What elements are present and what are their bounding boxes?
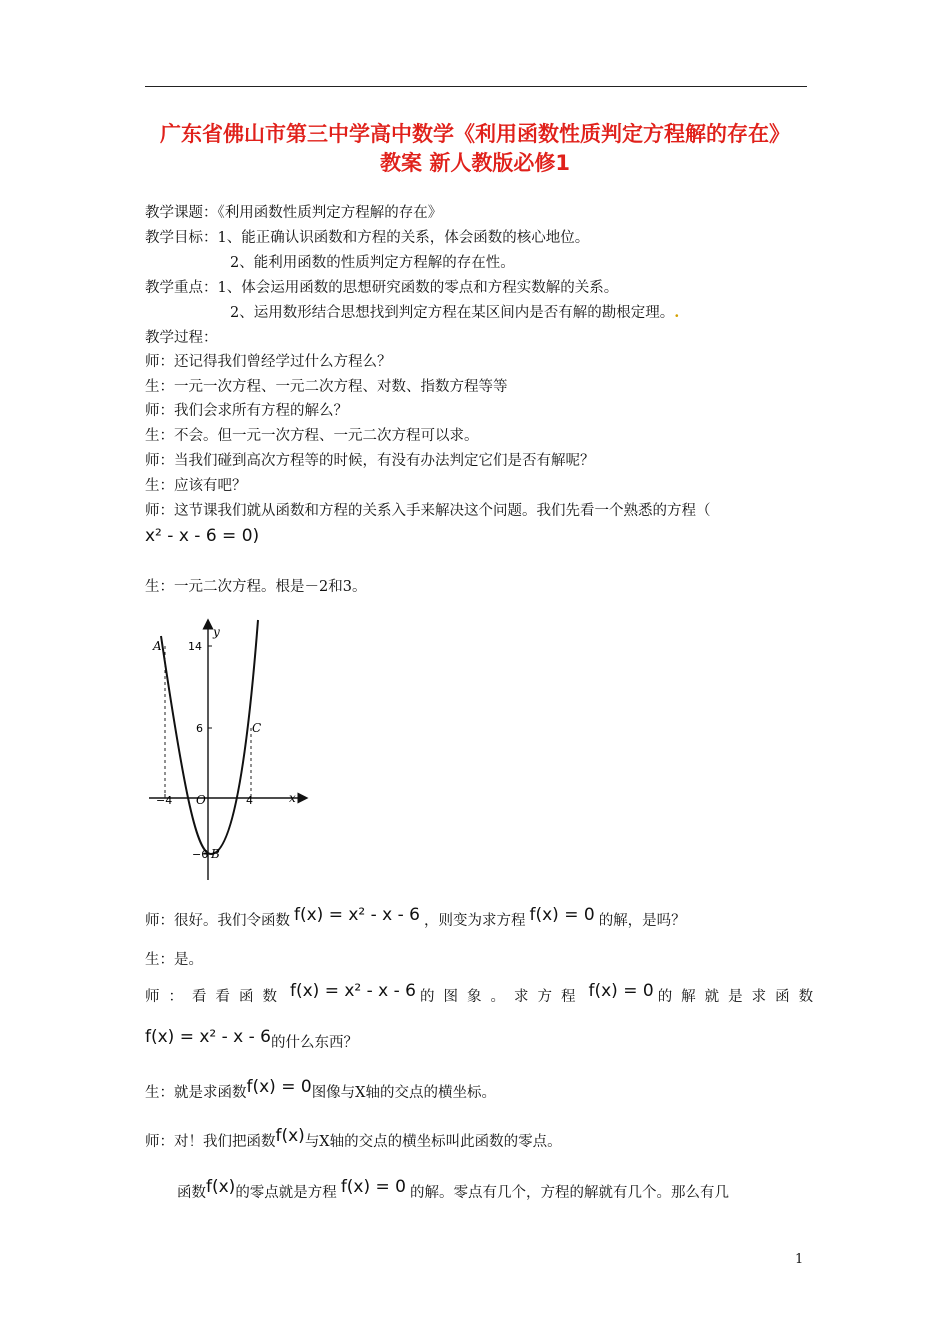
equation-zero: f(x) = 0 <box>529 905 595 925</box>
stray-dot: . <box>674 304 680 321</box>
dialogue-line: 生：一元二次方程。根是－2和3。 <box>145 579 367 595</box>
equation-zero: f(x) = 0 <box>246 1077 312 1097</box>
function-symbol: f(x) <box>275 1126 305 1146</box>
dialogue-line: 师：对！我们把函数f(x)与X轴的交点的横坐标叫此函数的零点。 <box>145 1126 562 1150</box>
point-B-label: B <box>211 847 220 861</box>
dialogue-line: 师：当我们碰到高次方程等的时候，有没有办法判定它们是否有解呢？ <box>145 453 595 469</box>
dialogue-line: 师：很好。我们令函数 f(x) = x² - x - 6 ，则变为求方程 f(x) = 0 的解，是吗？ <box>145 905 686 929</box>
equation-zero: f(x) = 0 <box>340 1177 406 1197</box>
dialogue-line: 生：就是求函数f(x) = 0图像与X轴的交点的横坐标。 <box>145 1077 497 1101</box>
dialogue-line: 函数f(x)的零点就是方程 f(x) = 0 的解。零点有几个，方程的解就有几个。那么有几 <box>177 1177 729 1201</box>
process-heading: 教学过程： <box>145 330 218 346</box>
function-symbol: f(x) <box>206 1177 236 1197</box>
objective-line-2: 2、能利用函数的性质判定方程解的存在性。 <box>230 255 515 271</box>
dialogue-line: 师：看看函数 f(x) = x² - x - 6 的图象。求方程 f(x) = 0 的解就是求函数 <box>145 981 823 1005</box>
y-axis-label: y <box>213 625 220 639</box>
tick-label-neg4: −4 <box>156 794 173 807</box>
tick-label-4: 4 <box>246 794 253 807</box>
function-definition: f(x) = x² - x - 6 <box>145 1027 271 1047</box>
parabola-curve <box>161 620 258 854</box>
keypoint-line-2-text: 2、运用数形结合思想找到判定方程在某区间内是否有解的勘根定理。 <box>230 305 675 321</box>
page-number: 1 <box>795 1252 804 1267</box>
equation-formula: x² - x - 6 = 0) <box>145 526 260 546</box>
tick-label-14: 14 <box>188 640 202 653</box>
keypoint-line-2 <box>230 303 679 323</box>
dialogue-line: 生：应该有吧？ <box>145 478 247 494</box>
dialogue-line: 生：不会。但一元一次方程、一元二次方程可以求。 <box>145 428 479 444</box>
equation-line <box>145 526 260 552</box>
dialogue-line: 生：一元一次方程、一元二次方程、对数、指数方程等等 <box>145 379 508 395</box>
topic-line: 教学课题：《利用函数性质判定方程解的存在》 <box>145 205 443 221</box>
origin-label: O <box>196 793 206 807</box>
document-title-line1: 广东省佛山市第三中学高中数学《利用函数性质判定方程解的存在》 <box>160 122 790 146</box>
dialogue-line: f(x) = x² - x - 6的什么东西？ <box>145 1027 358 1051</box>
equation-zero: f(x) = 0 <box>588 981 654 1001</box>
dialogue-line: 师：还记得我们曾经学过什么方程么？ <box>145 354 392 370</box>
x-axis-label: x <box>289 791 296 805</box>
tick-label-neg6: −6 <box>192 848 209 861</box>
dialogue-line: 生：是。 <box>145 952 203 968</box>
objective-line-1: 教学目标：1、能正确认识函数和方程的关系，体会函数的核心地位。 <box>145 230 590 246</box>
document-title-line2: 教案 新人教版必修1 <box>380 151 570 175</box>
point-A-label: A <box>153 639 162 653</box>
function-definition: f(x) = x² - x - 6 <box>290 981 416 1001</box>
dialogue-line: 师：我们会求所有方程的解么？ <box>145 403 348 419</box>
tick-label-6: 6 <box>196 722 203 735</box>
parabola-graph <box>145 618 315 890</box>
dialogue-line: 师：这节课我们就从函数和方程的关系入手来解决这个问题。我们先看一个熟悉的方程（ <box>145 503 711 519</box>
function-definition: f(x) = x² - x - 6 <box>294 905 420 925</box>
header-rule <box>145 86 807 87</box>
point-C-label: C <box>252 721 262 735</box>
keypoint-line-1: 教学重点：1、体会运用函数的思想研究函数的零点和方程实数解的关系。 <box>145 280 619 296</box>
